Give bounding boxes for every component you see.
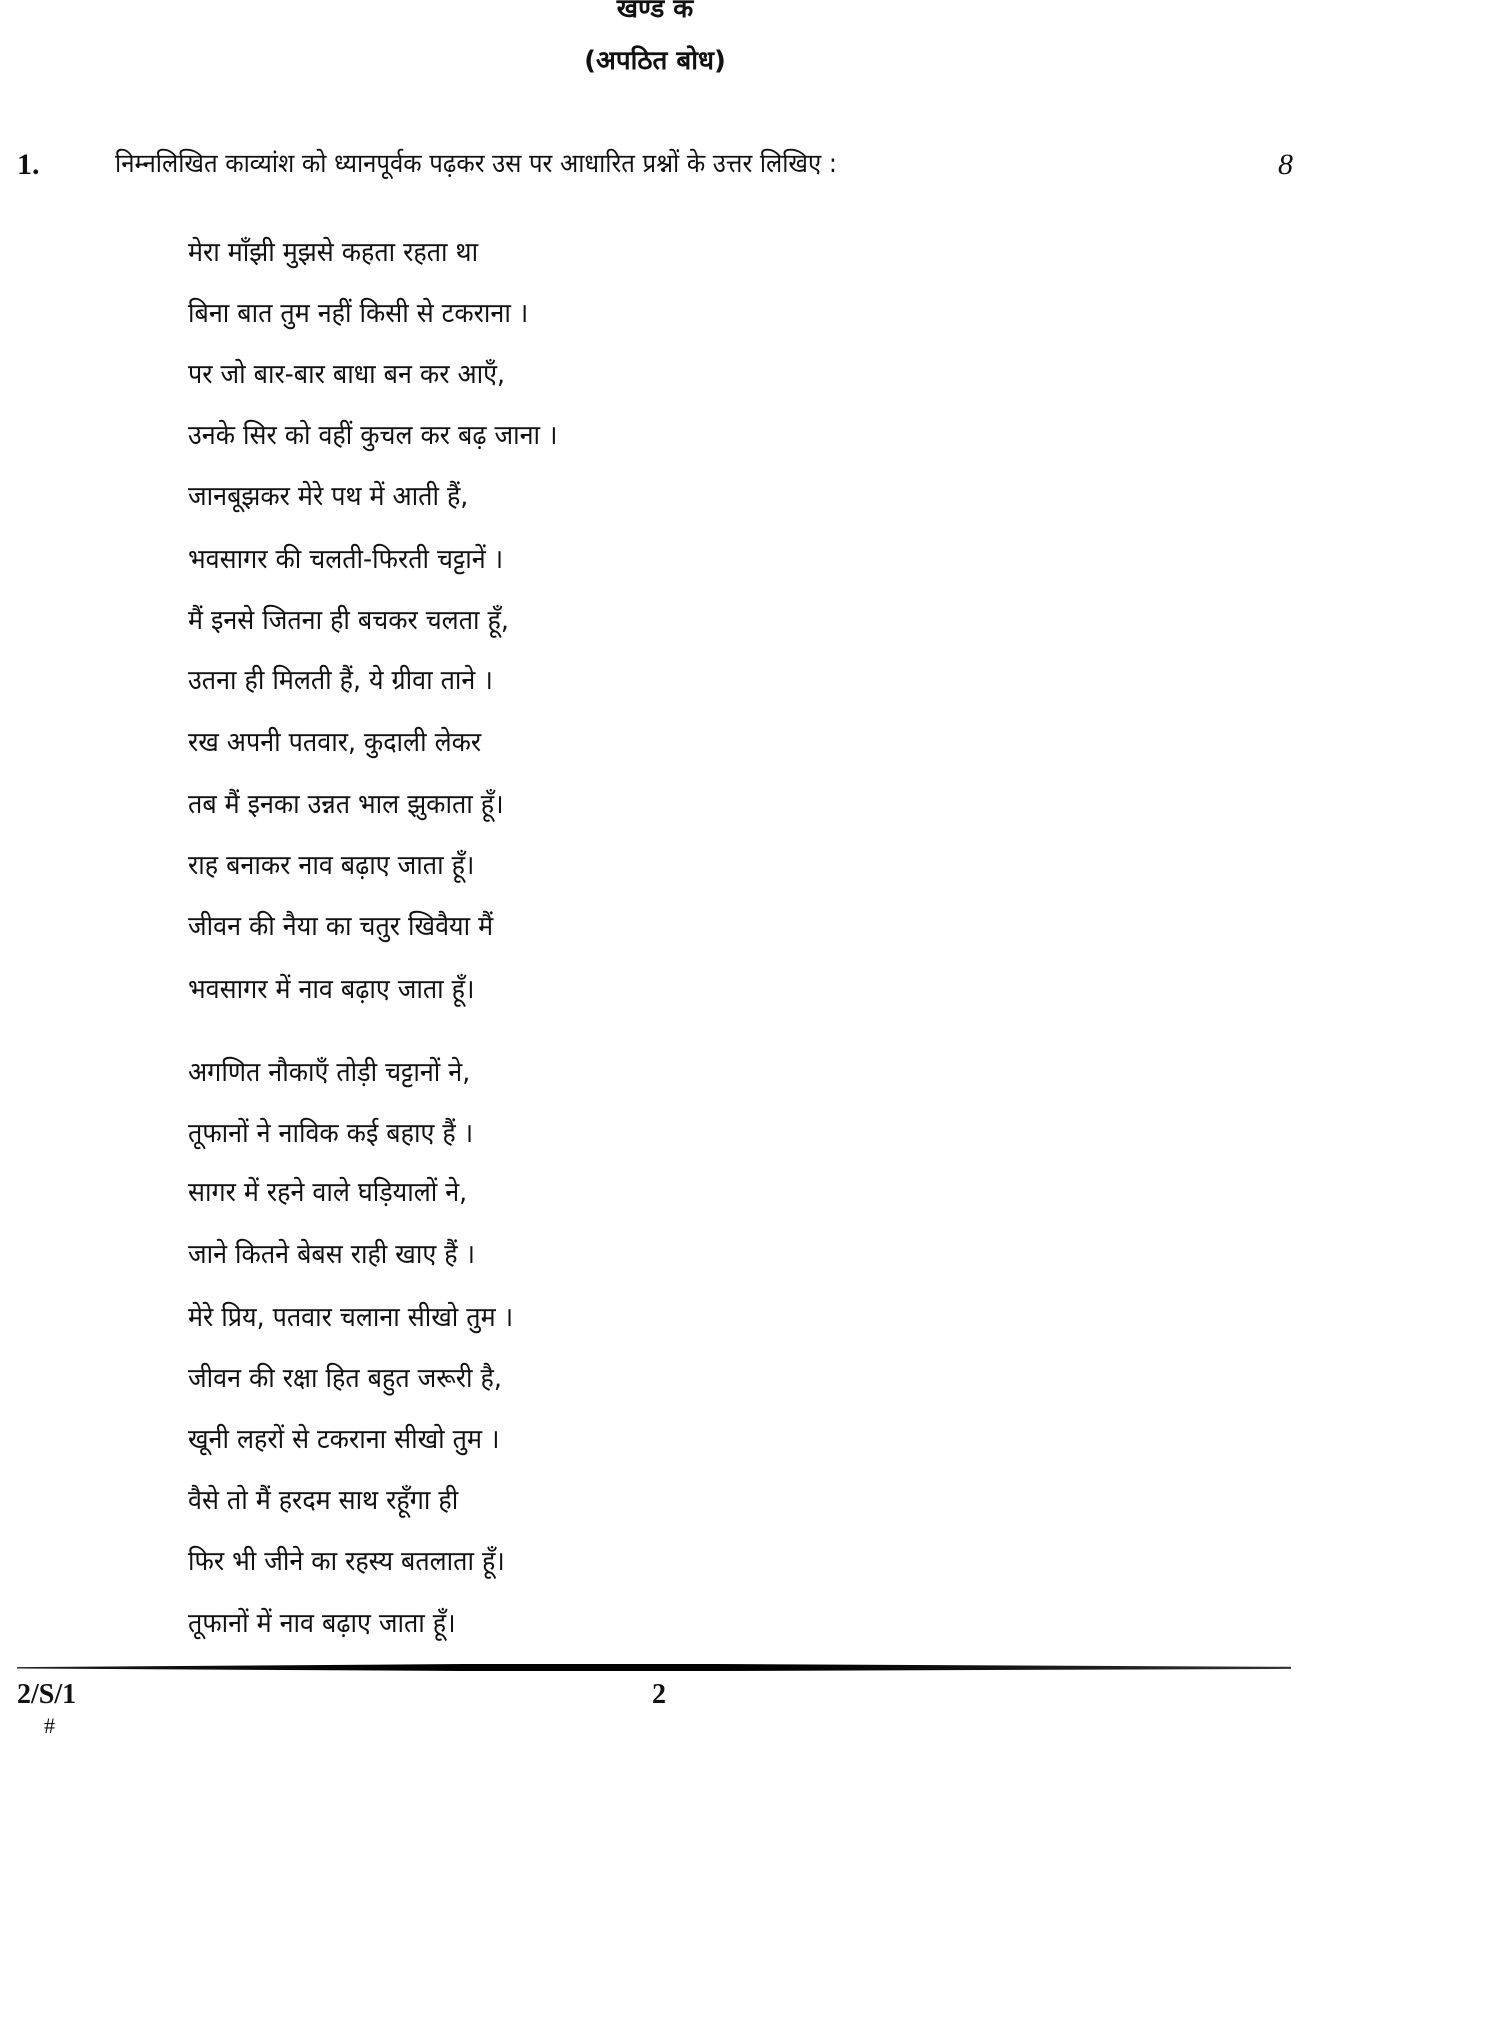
poem-line: तूफानों ने नाविक कई बहाए हैं । [188,1118,474,1149]
section-heading: खण्ड क [616,0,694,24]
poem-line: राह बनाकर नाव बढ़ाए जाता हूँ। [188,850,475,881]
poem-line: फिर भी जीने का रहस्य बतलाता हूँ। [188,1546,505,1577]
poem-line: रख अपनी पतवार, कुदाली लेकर [188,727,482,758]
question-instruction: निम्नलिखित काव्यांश को ध्यानपूर्वक पढ़कर उस पर आधारित प्रश्नों के उत्तर लिखिए : [115,149,837,179]
poem-line: जीवन की रक्षा हित बहुत जरूरी है, [188,1363,502,1394]
footer-symbol: # [44,1713,55,1738]
poem-line: पर जो बार-बार बाधा बन कर आएँ, [188,359,505,390]
poem-line: जाने कितने बेबस राही खाए हैं । [188,1239,476,1270]
poem-line: भवसागर में नाव बढ़ाए जाता हूँ। [188,974,475,1005]
poem-line: अगणित नौकाएँ तोड़ी चट्टानों ने, [188,1057,471,1088]
poem-line: उनके सिर को वहीं कुचल कर बढ़ जाना । [188,420,558,451]
poem-line: सागर में रहने वाले घड़ियालों ने, [188,1177,468,1208]
poem-line: वैसे तो मैं हरदम साथ रहूँगा ही [188,1485,459,1516]
poem-line: उतना ही मिलती हैं, ये ग्रीवा ताने । [188,665,493,696]
question-marks: 8 [1278,148,1293,181]
poem-line: जानबूझकर मेरे पथ में आती हैं, [188,481,469,512]
poem-line: तब मैं इनका उन्नत भाल झुकाता हूँ। [188,789,504,820]
poem-line: मेरे प्रिय, पतवार चलाना सीखो तुम । [188,1302,514,1333]
poem-line: तूफानों में नाव बढ़ाए जाता हूँ। [188,1608,456,1639]
poem-line: जीवन की नैया का चतुर खिवैया मैं [188,911,494,942]
section-subheading: (अपठित बोध) [584,46,726,76]
poem-line: मैं इनसे जितना ही बचकर चलता हूँ, [188,605,509,636]
page-number: 2 [652,1679,666,1710]
poem-line: मेरा माँझी मुझसे कहता रहता था [188,237,479,268]
poem-line: खूनी लहरों से टकराना सीखो तुम । [188,1424,500,1455]
footer-divider [17,1664,1291,1671]
paper-code: 2/S/1 [17,1679,77,1710]
question-number: 1. [17,148,40,181]
poem-line: भवसागर की चलती-फिरती चट्टानें । [188,544,504,575]
poem-line: बिना बात तुम नहीं किसी से टकराना । [188,298,529,329]
